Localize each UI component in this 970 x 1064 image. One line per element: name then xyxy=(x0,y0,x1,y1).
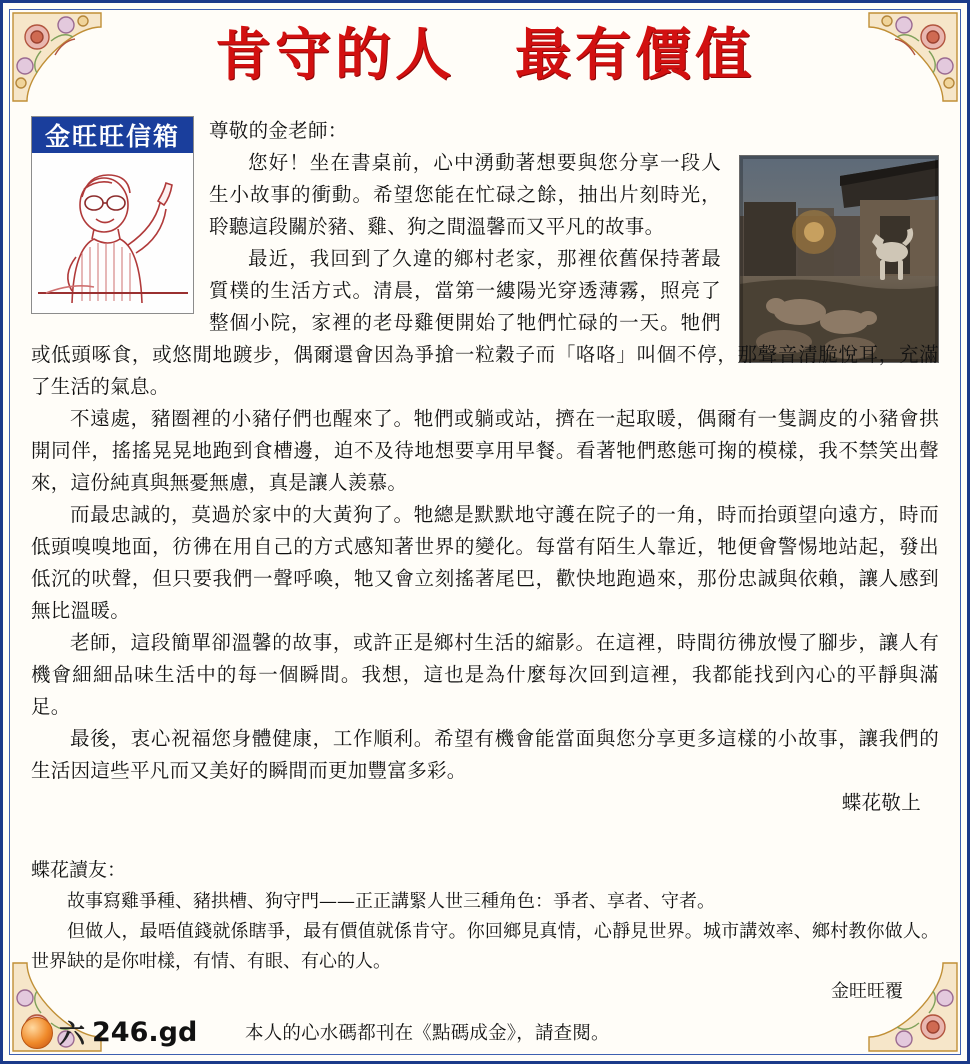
letter-signature: 蝶花敬上 xyxy=(841,791,921,814)
mailbox-logo-label: 金旺旺信箱 xyxy=(44,122,180,151)
editor-reply xyxy=(31,855,939,1007)
letter-paragraph-1: 您好！坐在書桌前，心中湧動著想要與您分享一段人生小故事的衝動。希望您能在忙碌之餘，抽出片刻時光，聆聽這段關於豬、雞、狗之間溫馨而又平凡的故事。 xyxy=(209,151,721,238)
letter-salutation: 尊敬的金老師： xyxy=(209,119,348,142)
letter-paragraph-4: 而最忠誠的，莫過於家中的大黃狗了。牠總是默默地守護在院子的一角，時而抬頭望向遠方，時而低頭嗅嗅地面，彷彿在用自己的方式感知著世界的變化。每當有陌生人靠近，牠便會警惕地站起，發出低沉的吠聲，但只要我們一聲呼喚，牠又會立刻搖著尾巴，歡快地跑過來，那份忠誠與依賴，讓人感到無比溫暖。 xyxy=(31,503,939,622)
footer-note: 本人的心水碼都刊在《點碼成金》，請查閱。 xyxy=(245,1023,610,1044)
brand-mark-label: 六 xyxy=(59,1020,87,1050)
letter-body xyxy=(31,115,939,819)
letter-paragraph-3: 不遠處，豬圈裡的小豬仔們也醒來了。牠們或躺或站，擠在一起取暖，偶爾有一隻調皮的小豬會拱開同伴，搖搖晃晃地跑到食槽邊，迫不及待地想要享用早餐。看著牠們憨態可掬的模樣，我不禁笑出聲來，這份純真與無憂無慮，真是讓人羨慕。 xyxy=(31,407,939,494)
reply-signature: 金旺旺覆 xyxy=(831,981,903,1002)
reply-paragraph-2: 但做人，最唔值錢就係瞎爭，最有價值就係肯守。你回鄉見真情，心靜見世界。城市講效率、鄉村教你做人。世界缺的是你咁樣，有情、有眼、有心的人。 xyxy=(31,921,939,972)
reply-paragraph-1: 故事寫雞爭種、豬拱槽、狗守門——正正講緊人世三種角色：爭者、享者、守者。 xyxy=(67,891,715,912)
logo-flow-spacer xyxy=(31,115,209,320)
letter-paragraph-6: 最後，衷心祝福您身體健康，工作順利。希望有機會能當面與您分享更多這樣的小故事，讓我們的生活因這些平凡而又美好的瞬間而更加豐富多彩。 xyxy=(31,727,939,782)
ball-icon xyxy=(21,1017,53,1049)
letter-paragraph-5: 老師，這段簡單卻溫馨的故事，或許正是鄉村生活的縮影。在這裡，時間彷彿放慢了腳步，讓人有機會細細品味生活中的每一個瞬間。我想，這也是為什麼每次回到這裡，我都能找到內心的平靜與滿足。 xyxy=(31,631,939,718)
page-title: 肯守的人 最有價值 xyxy=(215,22,755,88)
page-footer xyxy=(13,1007,957,1053)
headline-bar xyxy=(3,22,967,88)
reply-salutation: 蝶花讀友： xyxy=(31,859,127,881)
brand-watermark xyxy=(21,1014,197,1051)
brand-url-label: 246.gd xyxy=(92,1017,198,1048)
photo-flow-spacer xyxy=(721,115,939,327)
letter-paragraph-2: 最近，我回到了久違的鄉村老家，那裡依舊保持著最質樸的生活方式。清晨，當第一縷陽光穿透薄霧，照亮了整個小院，家裡的老母雞便開始了牠們忙碌的一天。牠們或低頭啄食，或悠閒地踱步，偶爾還會因為爭搶一粒穀子而「咯咯」叫個不停，那聲音清脆悅耳，充滿了生活的氣息。 xyxy=(31,247,939,398)
